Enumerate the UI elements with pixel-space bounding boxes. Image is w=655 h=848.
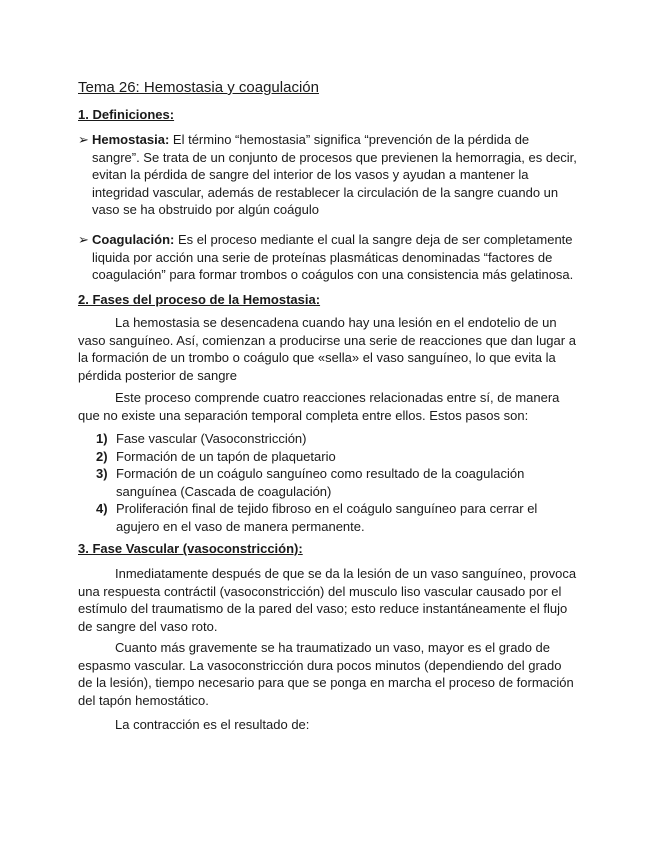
arrow-bullet-icon: ➢ (78, 232, 89, 247)
page-title: Tema 26: Hemostasia y coagulación (78, 79, 319, 96)
list-number: 1) (96, 431, 108, 446)
list-number: 3) (96, 466, 108, 481)
paragraph-text: Este proceso comprende cuatro reacciones relacionadas entre sí, de manera que no existe una separación temporal completa entre ellos. Estos pasos son: (78, 390, 560, 423)
paragraph-text: La hemostasia se desencadena cuando hay una lesión en el endotelio de un vaso sanguíneo. Así, comienzan a producirse una serie de reacciones que dan lugar a la formación de un trombo o coágulo que «sella» el vaso sanguíneo, lo que evita la pérdida posterior de sangre (78, 315, 576, 383)
list-item (96, 500, 576, 535)
paragraph (78, 639, 578, 709)
list-text: Fase vascular (Vasoconstricción) (116, 431, 307, 446)
list-number: 2) (96, 448, 108, 464)
list-text: Formación de un tapón de plaquetario (116, 448, 336, 464)
bullet-text (92, 231, 578, 284)
paragraph (78, 565, 578, 635)
list-number: 4) (96, 501, 108, 516)
bullet-term: Coagulación: (92, 232, 175, 247)
paragraph-text: La contracción es el resultado de: (115, 717, 310, 732)
section-heading-fases: 2. Fases del proceso de la Hemostasia: (78, 292, 321, 307)
list-text: Formación de un coágulo sanguíneo como resultado de la coagulación sanguínea (Cascada de coagulación) (116, 466, 525, 499)
list-item (96, 430, 576, 448)
bullet-coagulacion (78, 231, 578, 284)
list-item (96, 448, 576, 466)
section-heading-definiciones: 1. Definiciones: (78, 107, 175, 122)
bullet-body: El término “hemostasia” significa “prevención de la pérdida de sangre”. Se trata de un conjunto de procesos que previenen la hemorragia, es decir, evitan la pérdida de sangre del interior de los vasos y ayudan a mantener la integridad vascular, además de restablecer la circulación de la sangre cuando un vaso se ha obstruido por algún coágulo (92, 132, 577, 217)
paragraph-text: Cuanto más gravemente se ha traumatizado un vaso, mayor es el grado de espasmo vascular. La vasoconstricción dura pocos minutos (dependiendo del grado de la lesión), tiempo necesario para que se ponga en marcha el proceso de formación del tapón hemostático. (78, 640, 574, 708)
paragraph-text: Inmediatamente después de que se da la lesión de un vaso sanguíneo, provoca una respuesta contráctil (vasoconstricción) del musculo liso vascular causado por el estímulo del traumatismo de la pared del vaso; esto reduce instantáneamente el flujo de sangre del vaso roto. (78, 566, 577, 634)
list-text: Proliferación final de tejido fibroso en el coágulo sanguíneo para cerrar el agujero en el vaso de manera permanente. (116, 501, 538, 534)
section-heading-fase-vascular: 3. Fase Vascular (vasoconstricción): (78, 541, 303, 556)
bullet-text (92, 131, 578, 219)
arrow-bullet-icon: ➢ (78, 132, 89, 147)
paragraph (78, 389, 578, 424)
bullet-term: Hemostasia: (92, 132, 170, 147)
list-item (96, 465, 576, 500)
bullet-hemostasia (78, 131, 578, 219)
bullet-body: Es el proceso mediante el cual la sangre deja de ser completamente liquida por acción una serie de proteínas plasmáticas denominadas “factores de coagulación” para formar trombos o coágulos con una consistencia más gelatinosa. (92, 232, 574, 282)
paragraph (78, 716, 578, 734)
steps-list (96, 430, 576, 535)
paragraph (78, 314, 578, 384)
